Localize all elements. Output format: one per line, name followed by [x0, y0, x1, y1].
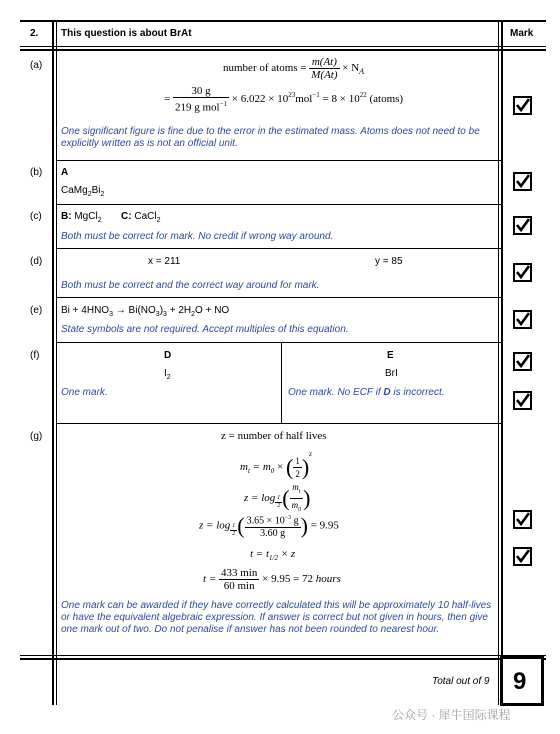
eq2-den: [173, 98, 229, 114]
bottom-rule-1: [20, 655, 546, 656]
total-value: 9: [513, 668, 527, 695]
part-b-answer-letter: A: [61, 167, 69, 178]
checkbox-tick-icon: [513, 216, 532, 235]
f-e-note-pre: One mark. No ECF if: [288, 387, 384, 398]
b-formula-2: Bi: [91, 185, 101, 196]
part-d-x: x = 211: [148, 256, 181, 267]
eq2-mol: mol: [295, 92, 313, 105]
part-f-d-note: One mark.: [61, 387, 108, 398]
part-c-label: (c): [30, 211, 42, 222]
part-f-d-head: D: [164, 350, 172, 361]
eq1-den: M(At): [311, 69, 338, 81]
g4-close-paren: ): [300, 513, 308, 539]
g5-sub: 1/2: [269, 554, 278, 563]
header-rule-2: [20, 49, 546, 51]
eq2-tail: × 6.022 × 10: [231, 92, 289, 105]
eq2-den-text: 219 g mol: [174, 101, 220, 114]
left-rule-outer: [52, 20, 54, 705]
eq1-lhs: number of atoms =: [223, 62, 307, 75]
eq2-num: 30 g: [173, 85, 229, 98]
part-f-e-note: [288, 387, 493, 399]
g2-frac: [293, 455, 302, 480]
eq1-num: m(At): [309, 56, 339, 69]
g2-lsub: t: [247, 467, 250, 476]
top-rule: [20, 20, 546, 22]
g3-den-text: m: [291, 499, 299, 510]
eq2-den-sup: −1: [219, 100, 228, 108]
g6-den: 60 min: [223, 580, 255, 592]
g2-close-paren: ): [301, 454, 310, 480]
g4-open-paren: (: [237, 513, 245, 539]
f-e-note-bold: D: [383, 387, 391, 398]
eq2-sup3: 22: [359, 91, 367, 100]
part-g-line3: [244, 481, 310, 516]
g2-open-paren: (: [286, 454, 294, 480]
part-f-e-head: E: [387, 350, 394, 361]
g4-num: [245, 512, 301, 528]
part-a-eq2: [164, 85, 403, 114]
e-arrow: →: [115, 305, 126, 316]
g3-num-text: m: [292, 482, 299, 492]
checkbox-tick-icon: [513, 310, 532, 329]
eq2-sup2: −1: [312, 91, 320, 100]
part-d-y: y = 85: [375, 256, 403, 267]
watermark: 公众号 · 犀牛国际课程: [392, 708, 511, 722]
e-sub-4: 2: [191, 311, 196, 318]
part-g-line1: z = number of half lives: [221, 430, 327, 442]
left-rule-inner: [56, 20, 57, 705]
row-rule-f: [56, 423, 502, 424]
row-rule-e: [56, 342, 502, 343]
eq2-res: = 8 × 10: [322, 92, 360, 105]
bottom-rule-2: [20, 658, 546, 660]
g5-tail: × z: [278, 548, 296, 560]
part-g-line5: [250, 548, 295, 564]
g3-nsub: t: [298, 488, 301, 495]
g4-num-text: 3.65 × 10: [246, 515, 285, 527]
c-c-value: CaCl: [134, 211, 157, 222]
g3-bnum: 1: [277, 494, 281, 501]
header-rule-1: [20, 46, 546, 47]
g2-num: 1: [295, 455, 300, 466]
part-a-eq1: [223, 56, 364, 81]
g4-bnum: 1: [232, 522, 236, 529]
f-d-value-text: I: [164, 368, 167, 379]
f-split-rule: [281, 343, 282, 423]
row-rule-b: [56, 204, 502, 205]
right-rule-outer: [498, 20, 499, 705]
part-e-note: State symbols are not required. Accept multiples of this equation.: [61, 324, 349, 335]
part-g-line4: [199, 512, 339, 540]
part-d-note: Both must be correct and the correct way around for mark.: [61, 280, 320, 291]
g2-lhs: m: [240, 461, 248, 473]
g4-lhs: z = log: [199, 519, 231, 532]
f-e-note-post: is incorrect.: [390, 387, 445, 398]
c-b-value: MgCl: [74, 211, 98, 222]
c-c-label: C:: [121, 211, 132, 222]
g6-tail: × 9.95 = 72: [262, 573, 314, 586]
c-c-sub: 2: [156, 217, 161, 224]
g3-num: [290, 481, 304, 499]
eq2-sup1: 23: [288, 91, 296, 100]
g6-lhs: t =: [203, 573, 217, 586]
checkbox-tick-icon: [513, 172, 532, 191]
part-c-answers: [61, 211, 161, 227]
e-sub-2: 3: [155, 311, 160, 318]
part-e-label: (e): [30, 305, 43, 316]
f-d-sub: 2: [166, 374, 171, 381]
g2-times: ×: [274, 461, 284, 473]
e-part-4: + 2H: [166, 305, 192, 316]
part-b-formula: [61, 185, 104, 201]
eq2-unit: (atoms): [369, 92, 404, 105]
part-e-equation: [61, 305, 229, 321]
g6-unit: hours: [315, 573, 341, 586]
part-a-note: One significant figure is fine due to the error in the estimated mass. Atoms does not need to be explicitly written as is not an official unit.: [61, 126, 480, 149]
checkbox-tick-icon: [513, 510, 532, 529]
g3-close-paren: ): [303, 485, 311, 511]
g3-lhs: z = log: [244, 491, 276, 504]
checkbox-tick-icon: [513, 352, 532, 371]
e-sub-3: 3: [163, 311, 167, 318]
g3-open-paren: (: [282, 485, 290, 511]
part-b-label: (b): [30, 167, 43, 178]
row-rule-d: [56, 297, 502, 298]
b-sub-1: 2: [87, 191, 92, 198]
g6-frac: [219, 567, 259, 592]
g4-bden: 2: [232, 530, 236, 537]
g3-dsub: 0: [298, 506, 302, 513]
right-rule-inner: [501, 20, 503, 705]
part-g-note: One mark can be awarded if they have correctly calculated this will be approximately 10 half-lives or have the equivalent algebraic expression. If answer is correct but not given in hours, then give one mark out of two. Do not penalise if answer has not been rounded to nearest hour.: [61, 600, 492, 635]
e-part-3: ): [159, 305, 164, 316]
row-rule-c: [56, 248, 502, 249]
checkbox-tick-icon: [513, 391, 532, 410]
eq1-sub: A: [359, 67, 365, 77]
g4-nunit: g: [291, 515, 299, 527]
g2-msub: 0: [270, 467, 275, 476]
g2-mid: = m: [249, 461, 271, 473]
checkbox-tick-icon: [513, 96, 532, 115]
e-part-2: Bi(NO: [128, 305, 156, 316]
part-a-label: (a): [30, 60, 43, 71]
eq1-tail: × N: [342, 62, 360, 75]
row-rule-a: [56, 160, 502, 161]
g3-frac: [290, 481, 304, 516]
part-c-note: Both must be correct for mark. No credit if wrong way around.: [61, 231, 334, 242]
g5-text: t = t: [250, 548, 270, 560]
e-sub-1: 3: [109, 311, 113, 318]
g4-res: = 9.95: [310, 519, 339, 532]
part-f-d-value: [164, 368, 171, 384]
b-sub-2: 2: [100, 191, 105, 198]
g2-den: 2: [295, 468, 300, 479]
part-f-label: (f): [30, 350, 40, 361]
c-b-label: B:: [61, 211, 72, 222]
g6-num: 433 min: [220, 567, 258, 579]
part-d-label: (d): [30, 256, 43, 267]
g4-den: 3.60 g: [260, 528, 286, 540]
checkbox-tick-icon: [513, 547, 532, 566]
part-g-line2: [240, 448, 312, 478]
mark-heading: Mark: [510, 28, 534, 39]
eq2-eq: =: [164, 92, 171, 105]
total-label: Total out of 9: [432, 676, 490, 687]
part-g-label: (g): [30, 431, 43, 442]
b-formula-1: CaMg: [61, 185, 88, 196]
e-part-5: O + NO: [195, 305, 230, 316]
question-number: 2.: [30, 28, 39, 39]
part-g-line6: [203, 567, 341, 592]
g4-nsup: −3: [284, 515, 292, 521]
e-part-1: Bi + 4HNO: [61, 305, 110, 316]
c-b-sub: 2: [97, 217, 102, 224]
g4-frac: [245, 512, 301, 540]
g2-sup: z: [309, 450, 312, 458]
g3-bden: 2: [277, 502, 281, 509]
eq1-fraction: [309, 56, 339, 81]
question-title: This question is about BrAt: [61, 28, 192, 39]
eq2-fraction: [173, 85, 229, 114]
checkbox-tick-icon: [513, 263, 532, 282]
part-f-e-value: BrI: [385, 368, 398, 379]
